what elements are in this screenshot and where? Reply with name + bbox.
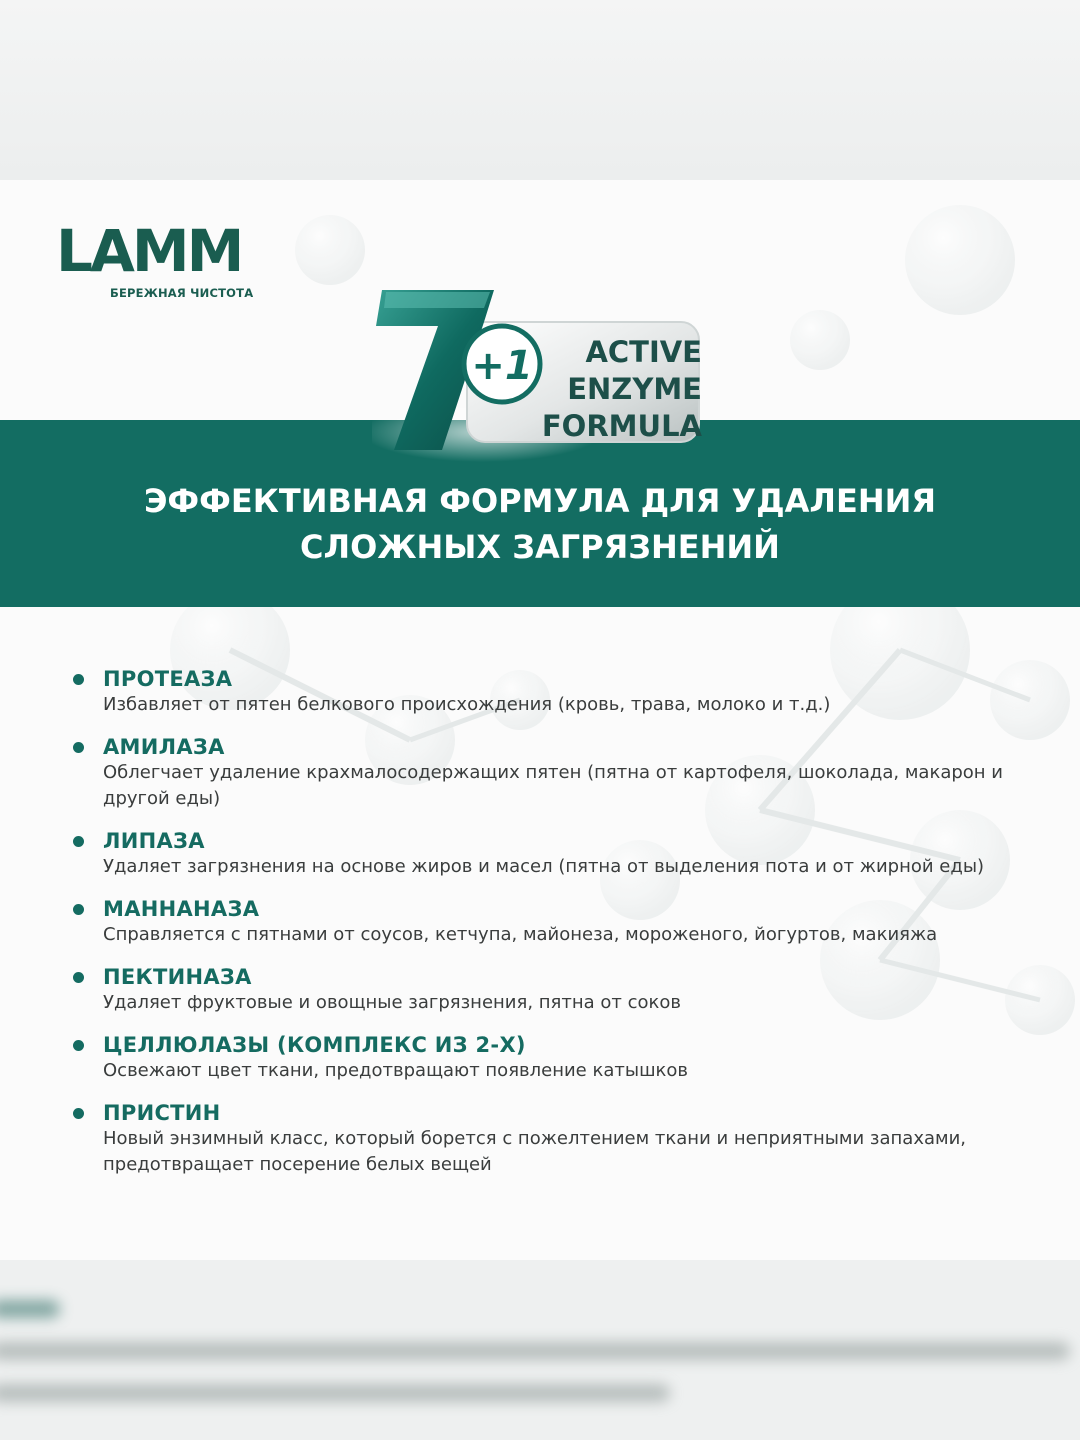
bullet-icon xyxy=(73,674,84,685)
list-item xyxy=(70,734,1060,812)
enzyme-name: АМИЛАЗА xyxy=(103,735,225,759)
bullet-icon xyxy=(73,836,84,847)
list-item xyxy=(70,666,1060,718)
enzyme-name: ПРОТЕАЗА xyxy=(103,667,233,691)
headline-line2: СЛОЖНЫХ ЗАГРЯЗНЕНИЙ xyxy=(300,528,780,566)
list-item xyxy=(70,964,1060,1016)
svg-text:+1: +1 xyxy=(471,343,533,389)
enzyme-description: Удаляет загрязнения на основе жиров и масел (пятна от выделения пота и от жирной еды) xyxy=(103,856,985,877)
blurred-backdrop-bottom xyxy=(0,1260,1080,1440)
list-item xyxy=(70,1100,1060,1178)
enzyme-description: Освежают цвет ткани, предотвращают появление катышков xyxy=(103,1060,689,1081)
brand-logo xyxy=(56,217,256,300)
bullet-icon xyxy=(73,1108,84,1119)
formula-label-line2: ENZYME xyxy=(567,372,702,406)
brand-tagline: БЕРЕЖНАЯ ЧИСТОТА xyxy=(110,286,254,300)
enzyme-description: Новый энзимный класс, который борется с пожелтением ткани и неприятными запахами, предотвращает посерение белых вещей xyxy=(103,1128,967,1175)
enzyme-name: ПРИСТИН xyxy=(103,1101,221,1125)
enzyme-description: Избавляет от пятен белкового происхождения (кровь, трава, молоко и т.д.) xyxy=(103,694,831,715)
headline-line1: ЭФФЕКТИВНАЯ ФОРМУЛА ДЛЯ УДАЛЕНИЯ xyxy=(143,482,937,520)
formula-label xyxy=(532,334,702,445)
formula-label-line1: ACTIVE xyxy=(585,335,702,369)
headline xyxy=(0,478,1080,570)
blurred-text-line xyxy=(0,1300,60,1318)
enzyme-formula-badge xyxy=(372,282,712,462)
enzyme-name: ЛИПАЗА xyxy=(103,829,205,853)
bullet-icon xyxy=(73,742,84,753)
formula-label-line3: FORMULA xyxy=(541,409,702,443)
product-info-card xyxy=(0,180,1080,1260)
brand-logo-wordmark: LAMM xyxy=(56,217,242,285)
blurred-text-line xyxy=(0,1342,1070,1360)
enzyme-description: Справляется с пятнами от соусов, кетчупа, майонеза, мороженого, йогуртов, макияжа xyxy=(103,924,938,945)
list-item xyxy=(70,1032,1060,1084)
enzyme-description: Удаляет фруктовые и овощные загрязнения, пятна от соков xyxy=(103,992,681,1013)
enzyme-list xyxy=(70,666,1060,1194)
enzyme-description: Облегчает удаление крахмалосодержащих пятен (пятна от картофеля, шоколада, макарон и другой еды) xyxy=(103,762,1003,809)
blurred-backdrop-top xyxy=(0,0,1080,180)
list-item xyxy=(70,896,1060,948)
enzyme-name: МАННАНАЗА xyxy=(103,897,260,921)
bullet-icon xyxy=(73,1040,84,1051)
list-item xyxy=(70,828,1060,880)
blurred-text-line xyxy=(0,1384,670,1402)
bullet-icon xyxy=(73,904,84,915)
enzyme-name: ЦЕЛЛЮЛАЗЫ (КОМПЛЕКС ИЗ 2-Х) xyxy=(103,1033,526,1057)
bullet-icon xyxy=(73,972,84,983)
enzyme-name: ПЕКТИНАЗА xyxy=(103,965,252,989)
